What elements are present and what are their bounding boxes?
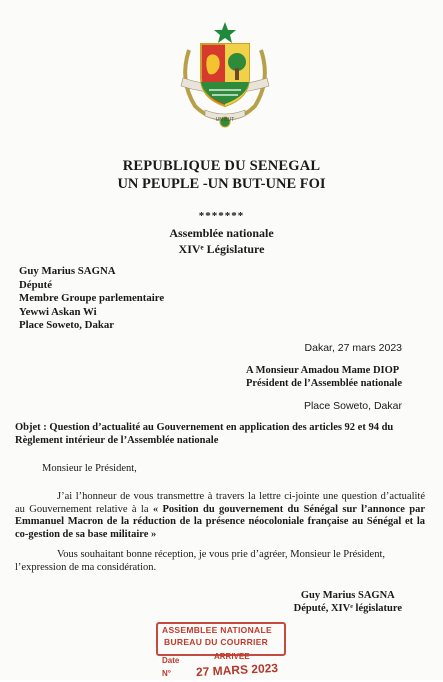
emblem-motto: UN BUT [215, 117, 235, 123]
recipient-name: A Monsieur Amadou Mame DIOP [245, 365, 400, 376]
recipient-place: Place Soweto, Dakar [303, 400, 402, 412]
sender-group-name: Yewwi Askan Wi [19, 305, 97, 318]
body-paragraph-2 [15, 549, 425, 574]
stamp-line-1: ASSEMBLEE NATIONALE [162, 625, 272, 635]
republic-heading: REPUBLIQUE DU SENEGAL [122, 158, 321, 174]
letter-date: Dakar, 27 mars 2023 [304, 342, 402, 354]
signature-block [294, 589, 402, 615]
legislature: XIVᵉ Législature [178, 242, 265, 256]
stamp-number-label: N° [162, 669, 171, 678]
sender-title: Député [19, 278, 52, 291]
sender-name: Guy Marius SAGNA [19, 265, 116, 277]
signature-title: Député, XIVᵉ législature [293, 603, 402, 614]
body-paragraph-1-subject: « Position du gouvernement du Sénégal sur l’annonce par Emmanuel Macron de la réduction de la présence néocoloniale française au Sénégal et la co-gestion de sa base militaire » [15, 503, 425, 540]
reception-stamp [156, 622, 291, 682]
sender-group: Membre Groupe parlementaire [19, 292, 165, 304]
body-paragraph-2-text: Vous souhaitant bonne réception, je vous prie d’agréer, Monsieur le Président, l’expression de ma considération. [15, 549, 386, 573]
coat-of-arms-icon [175, 20, 275, 128]
separator-stars: ******* [198, 210, 245, 222]
body-paragraph-1-text: J’ai l’honneur de vous transmettre à travers la lettre ci-jointe une question d’actualité au Gouvernement relative à la [15, 491, 425, 515]
salutation: Monsieur le Président, [42, 463, 137, 474]
stamp-line-2: BUREAU DU COURRIER [164, 637, 269, 647]
sender-block [19, 265, 164, 333]
national-motto: UN PEUPLE -UN BUT-UNE FOI [117, 176, 326, 192]
recipient-title: Président de l’Assemblée nationale [245, 378, 402, 389]
stamp-date-label: Date [162, 656, 180, 665]
signature-name: Guy Marius SAGNA [300, 590, 395, 601]
assembly-name: Assemblée nationale [169, 226, 274, 240]
recipient-block [246, 364, 402, 390]
letter-object: Objet : Question d’actualité au Gouvernement en application des articles 92 et 94 du Règlement intérieur de l’Assemblée nationale [15, 422, 394, 446]
sender-address: Place Soweto, Dakar [19, 319, 115, 331]
stamp-arrivee: ARRIVEE [214, 652, 250, 661]
stamp-date-value: 27 MARS 2023 [195, 660, 279, 680]
body-paragraph-1 [15, 491, 425, 541]
